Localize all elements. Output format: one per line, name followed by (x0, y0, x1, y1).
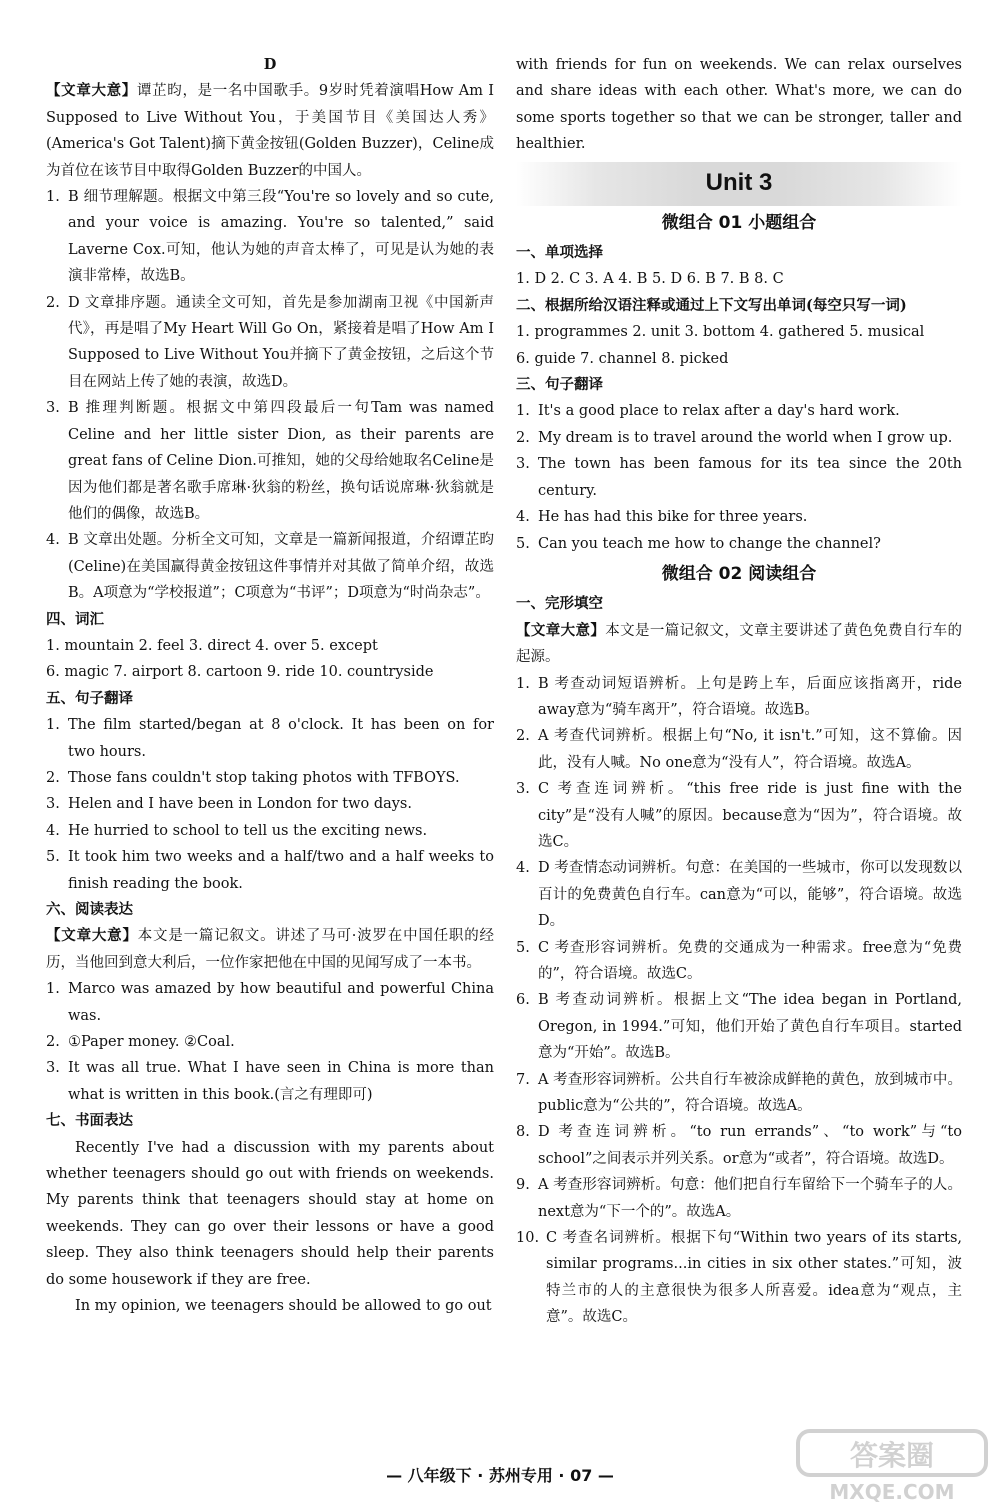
translation-num: 3. (516, 456, 530, 473)
word-row: 1. programmes 2. unit 3. bottom 4. gathered 5. musical (516, 324, 925, 341)
translation-text: The film started/began at 8 o'clock. It has been on for two hours. (68, 717, 494, 760)
answer-text: D 考查连词辨析。“to run errands”、“to work”与“to school”之间表示并列关系。or意为“或者”，符合语境。故选D。 (538, 1124, 962, 1167)
answer-num: 3. (46, 400, 60, 417)
answer-num: 6. (516, 992, 530, 1009)
answer-num: 1. (46, 981, 60, 998)
translation-item (46, 791, 494, 817)
translation-num: 2. (516, 429, 530, 446)
cloze-answer (516, 987, 962, 1066)
answer-text: B 细节理解题。根据文中第三段“You're so lovely and so cute, and your voice is amazing. You're so talented,” said Laverne Cox.可知，他认为她的声音太棒了，可见是认为她的表演非常棒，故选B。 (68, 189, 494, 285)
answer-text: B 推理判断题。根据文中第四段最后一句Tam was named Celine and her little sister Dion, as their parents are great fans of Celine Dion.可推知，她的父母给她取名Celine是因为他们都是著名歌手席琳·狄翁的粉丝，换句话说席琳·狄翁就是他们的偶像，故选B。 (68, 400, 494, 522)
answer-num: 8. (516, 1124, 530, 1141)
summary-text: 本文是一篇记叙文，文章主要讲述了黄色免费自行车的起源。 (516, 622, 963, 666)
answer-text: Marco was amazed by how beautiful and powerful China was. (68, 981, 494, 1024)
answer-text: D 文章排序题。通读全文可知，首先是参加湖南卫视《中国新声代》，再是唱了My Heart Will Go On，紧接着是唱了How Am I Supposed to Live Without You并摘下了黄金按钮，之后这个节目在网站上传了她的表演，故选D。 (68, 294, 494, 390)
micro-group-heading: 微组合 01 小题组合 (661, 212, 817, 233)
answer-num: 2. (46, 294, 60, 311)
translation-num: 5. (46, 849, 60, 866)
translation-text: He has had this bike for three years. (538, 509, 808, 526)
single-choice-answers: 1. D 2. C 3. A 4. B 5. D 6. B 7. B 8. C (516, 271, 784, 288)
reading-heading: 六、阅读表达 (46, 901, 133, 918)
watermark-logo (792, 1425, 992, 1505)
cloze-answer (516, 1225, 962, 1331)
answer-text: C 考查名词辨析。根据下句“Within two years of its starts, similar programs...in cities in six other states.”可知，波特兰市的人的主意很快为很多人所喜爱。idea意为“观点，主意”。故选C。 (546, 1230, 962, 1326)
answer-num: 2. (46, 1034, 60, 1051)
answer-list (46, 184, 494, 607)
translation-item (516, 451, 962, 504)
section-heading-d: D (263, 56, 277, 73)
writing-heading: 七、书面表达 (46, 1112, 133, 1130)
translation-item (46, 712, 494, 765)
answer-text: B 文章出处题。分析全文可知，文章是一篇新闻报道，介绍谭芷昀(Celine)在美国赢得黄金按钮这件事情并对其做了简单介绍，故选B。A项意为“学校报道”；C项意为“书评”；D项意为“时尚杂志”。 (68, 532, 494, 602)
cloze-answer (516, 935, 962, 988)
translation-item (46, 818, 494, 844)
translation-num: 3. (46, 796, 60, 813)
cloze-answer (516, 855, 962, 934)
translation-item (516, 425, 962, 451)
translation-num: 5. (516, 535, 530, 552)
vocab-heading: 四、词汇 (46, 610, 104, 628)
answer-text: B 考查动词短语辨析。上句是跨上车，后面应该指离开，ride away意为“骑车离开”，符合语境。故选B。 (538, 675, 962, 718)
answer-num: 2. (516, 728, 530, 745)
single-choice-heading: 一、单项选择 (516, 244, 603, 262)
page-footer: — 八年级下 · 苏州专用 · 07 — (386, 1466, 614, 1485)
translation-item (516, 398, 962, 424)
answer-text: ①Paper money. ②Coal. (68, 1034, 235, 1051)
answer-item (46, 290, 494, 396)
answer-text: A 考查形容词辨析。句意：他们把自行车留给下一个骑车子的人。next意为“下一个的”。故选A。 (538, 1177, 962, 1220)
answer-text: A 考查代词辨析。根据上句“No, it isn't.”可知，这不算偷。因此，没有人喊。No one意为“没有人”，符合语境。故选A。 (538, 728, 962, 771)
translation-num: 4. (46, 822, 60, 839)
summary-tag: 【文章大意】 (516, 621, 606, 639)
translation-text: The town has been famous for its tea since the 20th century. (538, 456, 962, 499)
translation-text: He hurried to school to tell us the exciting news. (68, 822, 428, 839)
summary-text: 本文是一篇记叙文。讲述了马可·波罗在中国任职的经历，当他回到意大利后，一位作家把他在中国的见闻写成了一本书。 (46, 928, 495, 971)
cloze-answer (516, 1067, 962, 1120)
translation-item (516, 504, 962, 530)
translation-item (46, 765, 494, 791)
micro-group-heading: 微组合 02 阅读组合 (661, 563, 817, 584)
translation-text: Can you teach me how to change the channel? (538, 535, 881, 552)
translation-text: Those fans couldn't stop taking photos with TFBOYS. (68, 769, 460, 786)
answer-text: C 考查形容词辨析。免费的交通成为一种需求。free意为“免费的”，符合语境。故选C。 (538, 939, 962, 982)
unit-banner: Unit 3 (516, 162, 962, 206)
svg-text:MXQE.COM: MXQE.COM (829, 1480, 955, 1504)
summary-text: 谭芷昀，是一名中国歌手。9岁时凭着演唱How Am I Supposed to Live Without You，于美国节目《美国达人秀》(America's Got Talent)摘下黄金按钮(Golden Buzzer)，Celine成为首位在该节目中取得Golden Buzzer的中国人。 (46, 83, 494, 179)
answer-num: 7. (516, 1071, 530, 1088)
translation-num: 1. (46, 717, 60, 734)
translation-heading: 三、句子翻译 (516, 376, 603, 394)
answer-num: 1. (46, 189, 60, 206)
answer-num: 3. (516, 781, 530, 798)
summary-tag: 【文章大意】 (46, 927, 138, 945)
answer-num: 4. (516, 860, 530, 877)
cloze-answer (516, 1119, 962, 1172)
translation-item (516, 531, 962, 557)
vocab-row: 1. mountain 2. feel 3. direct 4. over 5. except (46, 637, 378, 654)
translation-text: It's a good place to relax after a day's hard work. (538, 403, 900, 420)
summary-tag: 【文章大意】 (46, 82, 137, 100)
translation-num: 1. (516, 403, 530, 420)
left-column (46, 52, 494, 1320)
answer-item (46, 395, 494, 527)
answer-num: 5. (516, 939, 530, 956)
answer-num: 1. (516, 675, 530, 692)
reading-answer (46, 1055, 494, 1108)
cloze-answer (516, 1172, 962, 1225)
essay-paragraph: Recently I've had a discussion with my parents about whether teenagers should go out with friends on weekends. My parents think that teenagers should stay at home on weekends. They can go over their lessons or have a good sleep. They also think teenagers should help their parents do some housework if they are free. (46, 1139, 494, 1288)
answer-text: D 考查情态动词辨析。句意：在美国的一些城市，你可以发现数以百计的免费黄色自行车。can意为“可以，能够”，符合语境。故选D。 (538, 860, 962, 930)
translation-item (46, 844, 494, 897)
reading-summary (46, 923, 494, 976)
essay-paragraph: In my opinion, we teenagers should be allowed to go out (75, 1298, 492, 1315)
answer-text: A 考查形容词辨析。公共自行车被涂成鲜艳的黄色，放到城市中。public意为“公共的”，符合语境。故选A。 (538, 1071, 962, 1115)
answer-item (46, 184, 494, 290)
answer-num: 4. (46, 532, 60, 549)
article-summary (46, 78, 494, 184)
cloze-summary (516, 618, 962, 671)
answer-item (46, 527, 494, 606)
translation-text: Helen and I have been in London for two days. (68, 796, 412, 813)
answer-text: C 考查连词辨析。“this free ride is just fine with the city”是“没有人喊”的原因。because意为“因为”，符合语境。故选C。 (538, 781, 962, 850)
translation-heading: 五、句子翻译 (46, 689, 133, 707)
cloze-answer (516, 671, 962, 724)
reading-answer (46, 976, 494, 1029)
cloze-answer (516, 776, 962, 855)
cloze-answer (516, 723, 962, 776)
word-fill-heading: 二、根据所给汉语注释或通过上下文写出单词(每空只写一词) (516, 296, 907, 314)
right-column (516, 52, 962, 1331)
answer-num: 10. (516, 1230, 540, 1247)
essay-continuation: with friends for fun on weekends. We can relax ourselves and share ideas with each other. What's more, we can do some sports together so that we can be stronger, taller and healthier. (516, 57, 962, 153)
translation-num: 4. (516, 509, 530, 526)
translation-num: 2. (46, 769, 60, 786)
reading-answer (46, 1029, 494, 1055)
translation-text: My dream is to travel around the world when I grow up. (538, 429, 953, 446)
answer-num: 9. (516, 1177, 530, 1194)
word-row: 6. guide 7. channel 8. picked (516, 350, 729, 367)
answer-text: B 考查动词辨析。根据上文“The idea began in Portland, Oregon, in 1994.”可知，他们开始了黄色自行车项目。started意为“开始”。故选B。 (538, 992, 962, 1062)
answer-num: 3. (46, 1060, 60, 1077)
vocab-row: 6. magic 7. airport 8. cartoon 9. ride 10. countryside (46, 664, 434, 681)
cloze-heading: 一、完形填空 (516, 595, 603, 613)
svg-text:答案圈: 答案圈 (849, 1439, 935, 1472)
translation-text: It took him two weeks and a half/two and a half weeks to finish reading the book. (68, 849, 494, 892)
answer-text: It was all true. What I have seen in China is more than what is written in this book.(言之有理即可) (68, 1060, 494, 1103)
